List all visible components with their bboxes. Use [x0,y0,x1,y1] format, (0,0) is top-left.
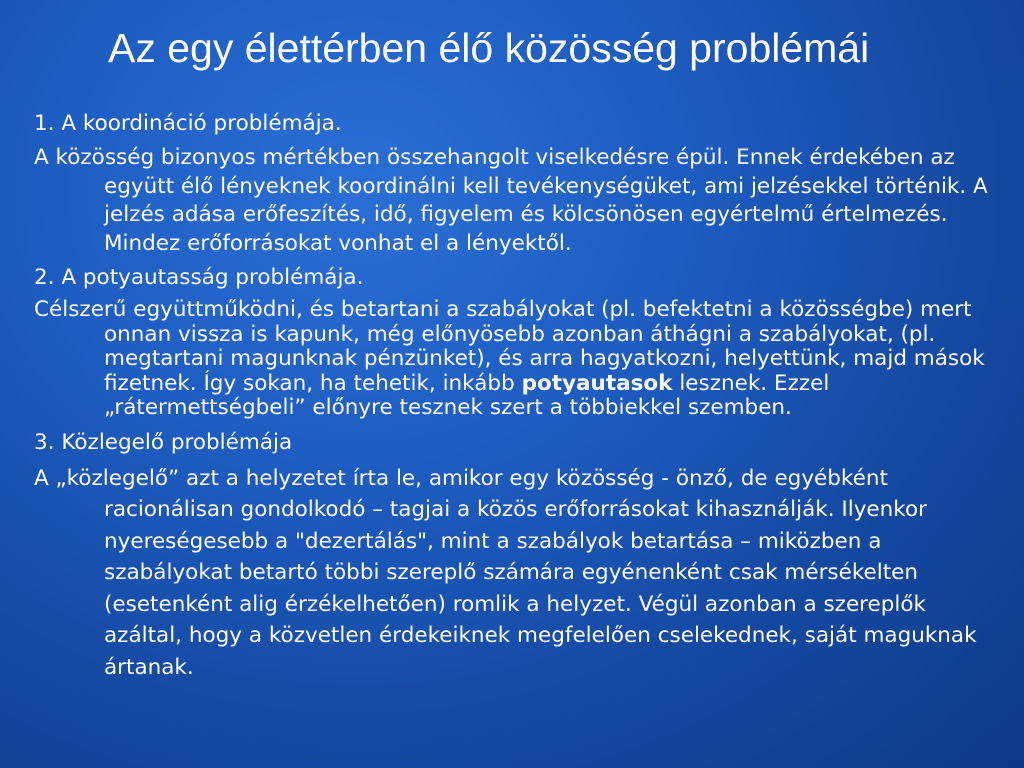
section-2-text-after: lesznek. Ezzel „rátermettségbeli” előnyre tesznek szert a többiekkel szemben. [104,370,830,420]
section-1-heading: 1. A koordináció problémája. [34,111,342,136]
section-2-emphasis: potyautasok [521,370,673,396]
section-2-heading: 2. A potyautasság problémája. [34,265,364,290]
slide-title: Az egy élettérben élő közösség problémái [108,25,870,71]
section-1-paragraph: A közösség bizonyos mértékben összehangolt viselkedésre épül. Ennek érdekében az együtt élő lényeknek koordinálni kell tevékenységüket, ami jelzésekkel történik. A jelzés adása erőfeszítés, idő, figyelem és kölcsönösen egyértelmű értelmezés. Mindez erőforrásokat vonhat el a lényektől. [34,145,988,256]
slide-body [34,110,999,689]
section-3-paragraph: A „közlegelő” azt a helyzetet írta le, amikor egy közösség - önző, de egyébként racionálisan gondolkodó – tagjai a közös erőforrásokat kihasználják. Ilyenkor nyereségesebb a "dezertálás", mint a szabályok betartása – miközben a szabályokat betartó többi szereplő számára egyénenként csak mérsékelten (esetenként alig érzékelhetően) romlik a helyzet. Végül azonban a szereplők azáltal, hogy a közvetlen érdekeiknek megfelelően cselekednek, saját maguknak ártanak. [34,465,977,680]
section-3-heading: 3. Közlegelő problémája [34,429,293,455]
section-2-paragraph [34,298,999,421]
section-2-text-before: Célszerű együttműködni, és betartani a szabályokat (pl. befektetni a közösségbe) mert onnan vissza is kapunk, még előnyösebb azonban áthágni a szabályokat, (pl. megtartani magunknak pénzünket), és arra hagyatkozni, helyettünk, majd mások fizetnek. Így sokan, ha tehetik, inkább [34,297,985,396]
